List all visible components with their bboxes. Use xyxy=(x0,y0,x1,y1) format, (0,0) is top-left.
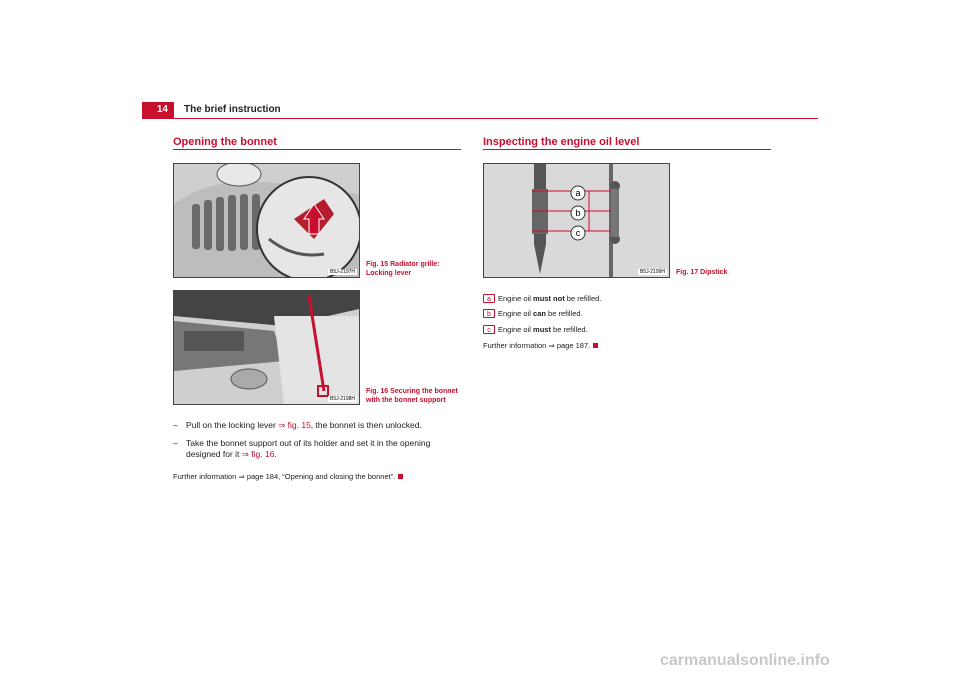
step-text-tail: . xyxy=(274,449,277,459)
figure-caption: Fig. 16 Securing the bonnet with the bonnet support xyxy=(366,388,458,404)
page-reference[interactable]: page 184, “Opening and closing the bonnet”. xyxy=(244,472,396,481)
item-emphasis: must not xyxy=(533,294,565,303)
page-reference[interactable]: page 187. xyxy=(554,341,591,350)
arrow-icon: ⇒ xyxy=(548,341,555,350)
item-text: Engine oil xyxy=(498,294,534,303)
instruction-step xyxy=(173,420,463,431)
figure-code: B5J-2198H xyxy=(329,396,355,402)
item-emphasis: must xyxy=(533,325,551,334)
arrow-icon: ⇒ xyxy=(238,472,245,481)
section-divider xyxy=(173,149,461,150)
figure-caption: Fig. 17 Dipstick xyxy=(676,269,728,276)
figure-code: B5J-2197H xyxy=(329,269,355,275)
page-number: 14 xyxy=(142,102,174,118)
arrow-icon: ⇒ xyxy=(241,449,249,459)
dipstick-mark-a: a xyxy=(575,188,581,198)
dipstick-illustration xyxy=(484,164,669,277)
watermark: carmanualsonline.info xyxy=(660,652,830,669)
further-information xyxy=(173,471,403,482)
further-information xyxy=(483,340,598,351)
item-text-tail: be refilled. xyxy=(550,325,588,334)
arrow-icon: ⇒ xyxy=(278,420,286,430)
figure-code: B5J-2199H xyxy=(639,269,665,275)
dipstick-mark-b: b xyxy=(575,208,581,218)
section-title-opening-bonnet: Opening the bonnet xyxy=(173,136,277,148)
step-dash: – xyxy=(173,420,178,430)
end-marker-icon xyxy=(593,343,598,348)
list-item xyxy=(483,308,583,319)
figure-bonnet-support xyxy=(173,290,360,405)
end-marker-icon xyxy=(398,474,403,479)
radiator-grille-illustration xyxy=(174,164,359,277)
list-item xyxy=(483,324,588,335)
further-text: Further information xyxy=(173,472,239,481)
item-text-tail: be refilled. xyxy=(564,294,602,303)
figure-dipstick xyxy=(483,163,670,278)
section-divider xyxy=(483,149,771,150)
header-divider xyxy=(142,118,818,119)
step-text: Take the bonnet support out of its holder and set it in the opening designed for it xyxy=(186,438,431,459)
item-text-tail: be refilled. xyxy=(545,309,583,318)
marker-badge: c xyxy=(483,325,495,334)
dipstick-mark-c: c xyxy=(575,228,581,238)
step-text-tail: , the bonnet is then unlocked. xyxy=(310,420,422,430)
marker-badge: b xyxy=(483,309,495,318)
item-emphasis: can xyxy=(533,309,546,318)
figure-link[interactable]: fig. 16 xyxy=(251,449,275,459)
marker-badge: a xyxy=(483,294,495,303)
step-text: Pull on the locking lever xyxy=(186,420,279,430)
further-text: Further information xyxy=(483,341,549,350)
bonnet-support-illustration xyxy=(174,291,359,404)
section-title-engine-oil: Inspecting the engine oil level xyxy=(483,136,640,148)
chapter-title: The brief instruction xyxy=(184,104,281,115)
instruction-step xyxy=(173,438,463,460)
figure-link[interactable]: fig. 15 xyxy=(287,420,311,430)
item-text: Engine oil xyxy=(498,325,534,334)
figure-caption: Fig. 15 Radiator grille: Locking lever xyxy=(366,261,440,277)
item-text: Engine oil xyxy=(498,309,534,318)
list-item xyxy=(483,293,601,304)
step-dash: – xyxy=(173,438,178,448)
figure-radiator-grille xyxy=(173,163,360,278)
